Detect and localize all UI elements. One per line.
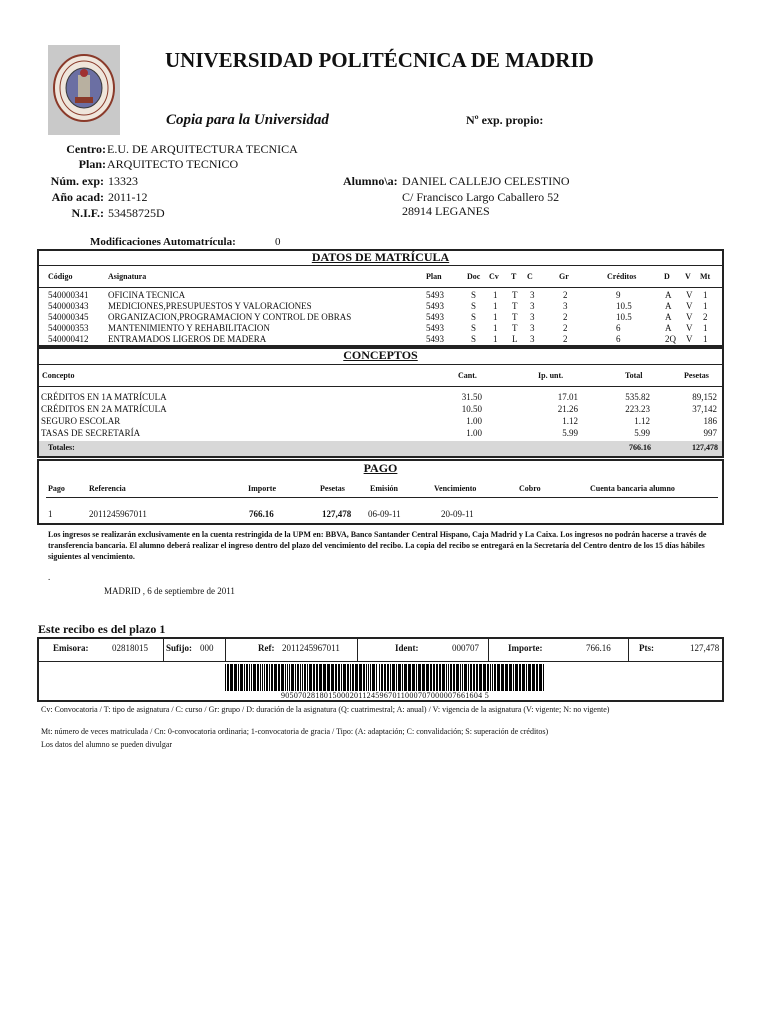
- matricula-cell-cv: 1: [493, 301, 498, 311]
- matricula-cell-mt: 1: [703, 334, 708, 344]
- barcode-bar: [260, 664, 261, 691]
- barcode-bar: [266, 664, 268, 691]
- col-importe: Importe: [248, 484, 276, 493]
- conceptos-header-row: [38, 371, 723, 383]
- col-ip-unt: Ip. unt.: [538, 371, 564, 380]
- barcode-bar: [278, 664, 280, 691]
- barcode-bar: [379, 664, 380, 691]
- barcode-bar: [363, 664, 365, 691]
- barcode-bar: [505, 664, 508, 691]
- barcode-bar: [230, 664, 233, 691]
- concepto-cell-pesetas: 186: [703, 416, 717, 426]
- barcode-bar: [297, 664, 299, 691]
- col-creditos: Créditos: [607, 272, 637, 281]
- barcode-bar: [519, 664, 521, 691]
- concepto-cell-concepto: CRÉDITOS EN 2A MATRÍCULA: [41, 404, 167, 414]
- barcode-bar: [225, 664, 226, 691]
- separator-dot: .: [48, 572, 51, 582]
- matricula-cell-d: 2Q: [665, 334, 676, 344]
- barcode-bar: [304, 664, 306, 691]
- anio-label: Año acad:: [51, 190, 104, 204]
- matricula-cell-asignatura: MANTENIMIENTO Y REHABILITACION: [108, 323, 270, 333]
- matricula-cell-t: T: [512, 301, 518, 311]
- barcode-bar: [341, 664, 342, 691]
- col-t: T: [511, 272, 517, 281]
- barcode-bar: [464, 664, 467, 691]
- barcode-bar: [262, 664, 263, 691]
- matricula-cell-mt: 1: [703, 290, 708, 300]
- barcode-bar: [473, 664, 475, 691]
- ref-value: 2011245967011: [282, 643, 340, 653]
- matricula-cell-creditos: 6: [616, 323, 621, 333]
- barcode-bar: [539, 664, 542, 691]
- barcode-bar: [257, 664, 259, 691]
- barcode-bar: [376, 664, 377, 691]
- matricula-cell-plan: 5493: [426, 323, 444, 333]
- barcode-bar: [291, 664, 294, 691]
- matricula-cell-codigo: 540000353: [48, 323, 89, 333]
- barcode-bar: [536, 664, 538, 691]
- matricula-cell-cv: 1: [493, 323, 498, 333]
- matricula-cell-codigo: 540000341: [48, 290, 89, 300]
- matricula-cell-v: V: [686, 290, 693, 300]
- barcode-bar: [436, 664, 438, 691]
- receipt-fields: [38, 643, 723, 657]
- matricula-header-row: [38, 272, 723, 284]
- barcode-number: 90507028180150002011245967011000707000007661604 5: [280, 691, 490, 700]
- col-d: D: [664, 272, 670, 281]
- place-date: MADRID , 6 de septiembre de 2011: [104, 586, 235, 596]
- barcode-bar: [470, 664, 472, 691]
- barcode-bar: [302, 664, 303, 691]
- university-seal: [48, 45, 120, 135]
- col-codigo: Código: [48, 272, 73, 281]
- barcode-bar: [462, 664, 463, 691]
- barcode-bar: [338, 664, 340, 691]
- matricula-row: [38, 334, 723, 345]
- conceptos-rows: [38, 392, 723, 440]
- matricula-cell-doc: S: [471, 312, 477, 322]
- matricula-cell-creditos: 10.5: [616, 301, 632, 311]
- barcode-bar: [439, 664, 441, 691]
- matricula-row: [38, 312, 723, 323]
- modificaciones-value: 0: [275, 236, 281, 248]
- matricula-cell-plan: 5493: [426, 290, 444, 300]
- barcode-bar: [433, 664, 435, 691]
- barcode-bar: [402, 664, 403, 691]
- barcode-bar: [264, 664, 265, 691]
- matricula-cell-gr: 3: [563, 301, 568, 311]
- matricula-cell-v: V: [686, 301, 693, 311]
- matricula-cell-gr: 2: [563, 334, 568, 344]
- matricula-cell-asignatura: ORGANIZACION,PROGRAMACION Y CONTROL DE OBRAS: [108, 312, 352, 322]
- num-exp-label: Núm. exp:: [50, 174, 104, 188]
- barcode-bar: [526, 664, 527, 691]
- ref-label: Ref:: [258, 643, 275, 653]
- matricula-cell-cv: 1: [493, 334, 498, 344]
- conceptos-title: CONCEPTOS: [343, 348, 418, 362]
- pago-importe: 766.16: [249, 509, 274, 519]
- matricula-cell-c: 3: [530, 290, 535, 300]
- col-emision: Emisión: [370, 484, 399, 493]
- matricula-cell-asignatura: MEDICIONES,PRESUPUESTOS Y VALORACIONES: [108, 301, 312, 311]
- matricula-cell-cv: 1: [493, 290, 498, 300]
- barcode-bar: [446, 664, 447, 691]
- barcode-bar: [381, 664, 383, 691]
- pago-title: PAGO: [363, 461, 398, 475]
- matricula-cell-mt: 1: [703, 323, 708, 333]
- barcode-bar: [327, 664, 330, 691]
- barcode-bar: [483, 664, 486, 691]
- barcode-bar: [300, 664, 301, 691]
- col-plan: Plan: [426, 272, 442, 281]
- barcode-bar: [352, 664, 354, 691]
- concepto-row: [38, 428, 723, 440]
- matricula-row: [38, 323, 723, 334]
- matricula-cell-doc: S: [471, 301, 477, 311]
- barcode-bar: [234, 664, 237, 691]
- barcode-bar: [269, 664, 270, 691]
- matricula-cell-gr: 2: [563, 290, 568, 300]
- barcode-bar: [412, 664, 415, 691]
- matricula-rows: [38, 290, 723, 346]
- concepto-cell-concepto: CRÉDITOS EN 1A MATRÍCULA: [41, 392, 167, 402]
- matricula-cell-asignatura: ENTRAMADOS LIGEROS DE MADERA: [108, 334, 267, 344]
- barcode-bar: [456, 664, 459, 691]
- matricula-cell-t: T: [512, 312, 518, 322]
- barcode-bar: [426, 664, 429, 691]
- matricula-cell-c: 3: [530, 334, 535, 344]
- col-vencimiento: Vencimiento: [434, 484, 477, 493]
- col-total: Total: [625, 371, 643, 380]
- barcode-bar: [453, 664, 455, 691]
- concepto-cell-cant: 31.50: [461, 392, 482, 402]
- pago-emision: 06-09-11: [368, 509, 401, 519]
- matricula-cell-t: T: [512, 323, 518, 333]
- matricula-cell-cv: 1: [493, 312, 498, 322]
- matricula-cell-doc: S: [471, 290, 477, 300]
- barcode-bar: [490, 664, 491, 691]
- barcode-bar: [249, 664, 250, 691]
- barcode-bar: [442, 664, 445, 691]
- totales-label: Totales:: [48, 443, 75, 452]
- barcode-bar: [543, 664, 544, 691]
- matricula-cell-creditos: 6: [616, 334, 621, 344]
- matricula-cell-v: V: [686, 323, 693, 333]
- importe-value: 766.16: [586, 643, 611, 653]
- alumno-value: DANIEL CALLEJO CELESTINO: [402, 174, 570, 188]
- col-referencia: Referencia: [89, 484, 126, 493]
- totales-row: [39, 441, 722, 456]
- modificaciones-label: Modificaciones Automatrícula:: [90, 236, 236, 248]
- matricula-cell-t: T: [512, 290, 518, 300]
- barcode-bar: [416, 664, 417, 691]
- matricula-cell-c: 3: [530, 323, 535, 333]
- concepto-cell-total: 1.12: [634, 416, 650, 426]
- barcode-bar: [532, 664, 535, 691]
- barcode-bar: [515, 664, 518, 691]
- plan-label: Plan:: [78, 157, 106, 171]
- barcode-bar: [350, 664, 351, 691]
- barcode-bar: [251, 664, 252, 691]
- barcode-bar: [316, 664, 318, 691]
- ident-label: Ident:: [395, 643, 419, 653]
- barcode-bar: [274, 664, 277, 691]
- concepto-cell-pesetas: 997: [703, 428, 717, 438]
- concepto-cell-total: 223.23: [625, 404, 650, 414]
- payment-notice: Los ingresos se realizarán exclusivamente en la cuenta restringida de la UPM en: BBVA, Banco Santander Central Hispano, Caja Madrid y La Caixa. Los ingresos no podrán hacerse a través de transferencia bancaria. El alumno deberá realizar el ingreso dentro del plazo del vencimiento del recibo. La copia del recibo se entregará en la Secretaría del Centro dentro de los 15 días hábiles siguientes al vencimiento.: [48, 530, 707, 561]
- barcode-bar: [335, 664, 337, 691]
- barcode-bar: [384, 664, 386, 691]
- concepto-cell-concepto: SEGURO ESCOLAR: [41, 416, 121, 426]
- barcode-bar: [253, 664, 256, 691]
- barcode-bar: [468, 664, 469, 691]
- pago-num: 1: [48, 509, 53, 519]
- matricula-cell-creditos: 9: [616, 290, 621, 300]
- barcode: [223, 664, 547, 692]
- legend-line-2: Mt: número de veces matriculada / Cn: 0-convocatoria ordinaria; 1-convocatoria de gracia / Tipo: (A: adaptación; C: convalidación; S: superación de créditos): [41, 727, 549, 736]
- matricula-cell-d: A: [665, 312, 672, 322]
- matricula-cell-t: L: [512, 334, 518, 344]
- barcode-bar: [323, 664, 326, 691]
- alumno-label: Alumno\a:: [343, 174, 398, 188]
- col-v: V: [685, 272, 691, 281]
- barcode-bar: [372, 664, 375, 691]
- barcode-bar: [307, 664, 308, 691]
- barcode-bar: [460, 664, 461, 691]
- barcode-bar: [289, 664, 290, 691]
- matricula-row: [38, 290, 723, 301]
- matricula-cell-gr: 2: [563, 312, 568, 322]
- num-exp-value: 13323: [108, 174, 138, 188]
- concepto-cell-ip-unt: 5.99: [562, 428, 578, 438]
- pago-referencia: 2011245967011: [89, 509, 147, 519]
- barcode-bar: [271, 664, 273, 691]
- matricula-cell-doc: S: [471, 334, 477, 344]
- pts-label: Pts:: [639, 643, 654, 653]
- barcode-bar: [450, 664, 452, 691]
- barcode-bar: [238, 664, 239, 691]
- barcode-bar: [366, 664, 367, 691]
- legend-line-1: Cv: Convocatoria / T: tipo de asignatura / C: curso / Gr: grupo / D: duración de la asignatura (Q: cuatrimestral; A: anual) / V: vigencia de la asignatura (V: vigente; N: no vigente): [41, 705, 610, 714]
- concepto-cell-concepto: TASAS DE SECRETARÍA: [41, 428, 141, 438]
- barcode-bar: [390, 664, 391, 691]
- totales-pesetas: 127,478: [692, 443, 718, 452]
- barcode-bar: [281, 664, 284, 691]
- matricula-cell-mt: 1: [703, 301, 708, 311]
- barcode-bar: [522, 664, 525, 691]
- barcode-bar: [343, 664, 346, 691]
- concepto-cell-pesetas: 89,152: [692, 392, 717, 402]
- barcode-bar: [448, 664, 449, 691]
- emisora-value: 02818015: [112, 643, 148, 653]
- concepto-row: [38, 416, 723, 428]
- sufijo-label: Sufijo:: [166, 643, 193, 653]
- matricula-cell-v: V: [686, 312, 693, 322]
- pts-value: 127,478: [690, 643, 720, 653]
- col-pesetas-pago: Pesetas: [320, 484, 345, 493]
- barcode-bar: [404, 664, 407, 691]
- col-cobro: Cobro: [519, 484, 541, 493]
- legend-line-3: Los datos del alumno se pueden divulgar: [41, 740, 173, 749]
- concepto-row: [38, 404, 723, 416]
- barcode-bar: [408, 664, 411, 691]
- barcode-bar: [492, 664, 493, 691]
- matricula-cell-plan: 5493: [426, 312, 444, 322]
- col-cv: Cv: [489, 272, 499, 281]
- pago-row: [38, 509, 723, 521]
- col-asignatura: Asignatura: [108, 272, 147, 281]
- barcode-bar: [295, 664, 296, 691]
- matricula-cell-mt: 2: [703, 312, 708, 322]
- matricula-cell-v: V: [686, 334, 693, 344]
- barcode-bar: [396, 664, 397, 691]
- matricula-cell-asignatura: OFICINA TECNICA: [108, 290, 186, 300]
- importe-label: Importe:: [508, 643, 543, 653]
- concepto-cell-ip-unt: 1.12: [562, 416, 578, 426]
- emisora-label: Emisora:: [53, 643, 89, 653]
- sufijo-value: 000: [200, 643, 214, 653]
- totales-total: 766.16: [629, 443, 651, 452]
- matricula-cell-codigo: 540000412: [48, 334, 89, 344]
- col-pesetas: Pesetas: [684, 371, 709, 380]
- col-concepto: Concepto: [42, 371, 75, 380]
- barcode-bar: [487, 664, 489, 691]
- matricula-cell-codigo: 540000343: [48, 301, 89, 311]
- matricula-row: [38, 301, 723, 312]
- barcode-bar: [528, 664, 531, 691]
- university-title: UNIVERSIDAD POLITÉCNICA DE MADRID: [165, 48, 594, 72]
- barcode-bar: [392, 664, 395, 691]
- barcode-bar: [347, 664, 349, 691]
- barcode-bar: [331, 664, 334, 691]
- col-gr: Gr: [559, 272, 569, 281]
- barcode-bar: [513, 664, 514, 691]
- centro-label: Centro:: [66, 142, 106, 156]
- barcode-bar: [370, 664, 371, 691]
- col-doc: Doc: [467, 272, 481, 281]
- concepto-cell-total: 5.99: [634, 428, 650, 438]
- centro-value: E.U. DE ARQUITECTURA TECNICA: [107, 142, 298, 156]
- barcode-bar: [309, 664, 312, 691]
- concepto-cell-ip-unt: 21.26: [557, 404, 578, 414]
- barcode-bar: [398, 664, 401, 691]
- pago-pesetas: 127,478: [322, 509, 352, 519]
- matricula-cell-c: 3: [530, 312, 535, 322]
- plazo-title: Este recibo es del plazo 1: [38, 622, 166, 636]
- concepto-cell-total: 535.82: [625, 392, 650, 402]
- barcode-bar: [244, 664, 245, 691]
- matricula-cell-gr: 2: [563, 323, 568, 333]
- barcode-bar: [313, 664, 315, 691]
- barcode-bar: [359, 664, 362, 691]
- matricula-cell-plan: 5493: [426, 301, 444, 311]
- barcode-bar: [287, 664, 288, 691]
- barcode-bar: [418, 664, 421, 691]
- matricula-cell-doc: S: [471, 323, 477, 333]
- barcode-bar: [319, 664, 322, 691]
- barcode-bar: [285, 664, 286, 691]
- matricula-cell-codigo: 540000345: [48, 312, 89, 322]
- col-mt: Mt: [700, 272, 711, 281]
- barcode-bar: [355, 664, 358, 691]
- pago-header-row: [38, 484, 723, 496]
- barcode-bar: [368, 664, 369, 691]
- concepto-row: [38, 392, 723, 404]
- nif-label: N.I.F.:: [71, 206, 104, 220]
- matricula-cell-d: A: [665, 301, 672, 311]
- exp-propio-label: Nº exp. propio:: [466, 113, 544, 127]
- copy-title: Copia para la Universidad: [166, 112, 329, 128]
- barcode-bar: [227, 664, 229, 691]
- barcode-bar: [494, 664, 496, 691]
- matricula-title: DATOS DE MATRÍCULA: [311, 250, 450, 264]
- concepto-cell-cant: 10.50: [461, 404, 482, 414]
- matricula-cell-c: 3: [530, 301, 535, 311]
- barcode-bar: [509, 664, 512, 691]
- col-pago: Pago: [48, 484, 65, 493]
- col-cant: Cant.: [458, 371, 477, 380]
- barcode-bar: [430, 664, 432, 691]
- ident-value: 000707: [452, 643, 479, 653]
- concepto-cell-ip-unt: 17.01: [557, 392, 578, 402]
- address-line-2: 28914 LEGANES: [402, 204, 490, 218]
- barcode-bar: [240, 664, 243, 691]
- plan-value: ARQUITECTO TECNICO: [107, 157, 239, 171]
- col-c: C: [527, 272, 533, 281]
- pago-vencimiento: 20-09-11: [441, 509, 474, 519]
- matricula-cell-plan: 5493: [426, 334, 444, 344]
- anio-value: 2011-12: [108, 190, 148, 204]
- matricula-cell-d: A: [665, 290, 672, 300]
- barcode-bar: [246, 664, 248, 691]
- concepto-cell-pesetas: 37,142: [692, 404, 717, 414]
- matricula-cell-creditos: 10.5: [616, 312, 632, 322]
- matricula-cell-d: A: [665, 323, 672, 333]
- nif-value: 53458725D: [108, 206, 165, 220]
- barcode-bar: [479, 664, 482, 691]
- barcode-bar: [501, 664, 504, 691]
- col-cuenta: Cuenta bancaria alumno: [590, 484, 675, 493]
- barcode-bar: [422, 664, 425, 691]
- barcode-bar: [497, 664, 500, 691]
- barcode-bar: [476, 664, 478, 691]
- concepto-cell-cant: 1.00: [466, 416, 482, 426]
- address-line-1: C/ Francisco Largo Caballero 52: [402, 190, 560, 204]
- barcode-bar: [387, 664, 389, 691]
- concepto-cell-cant: 1.00: [466, 428, 482, 438]
